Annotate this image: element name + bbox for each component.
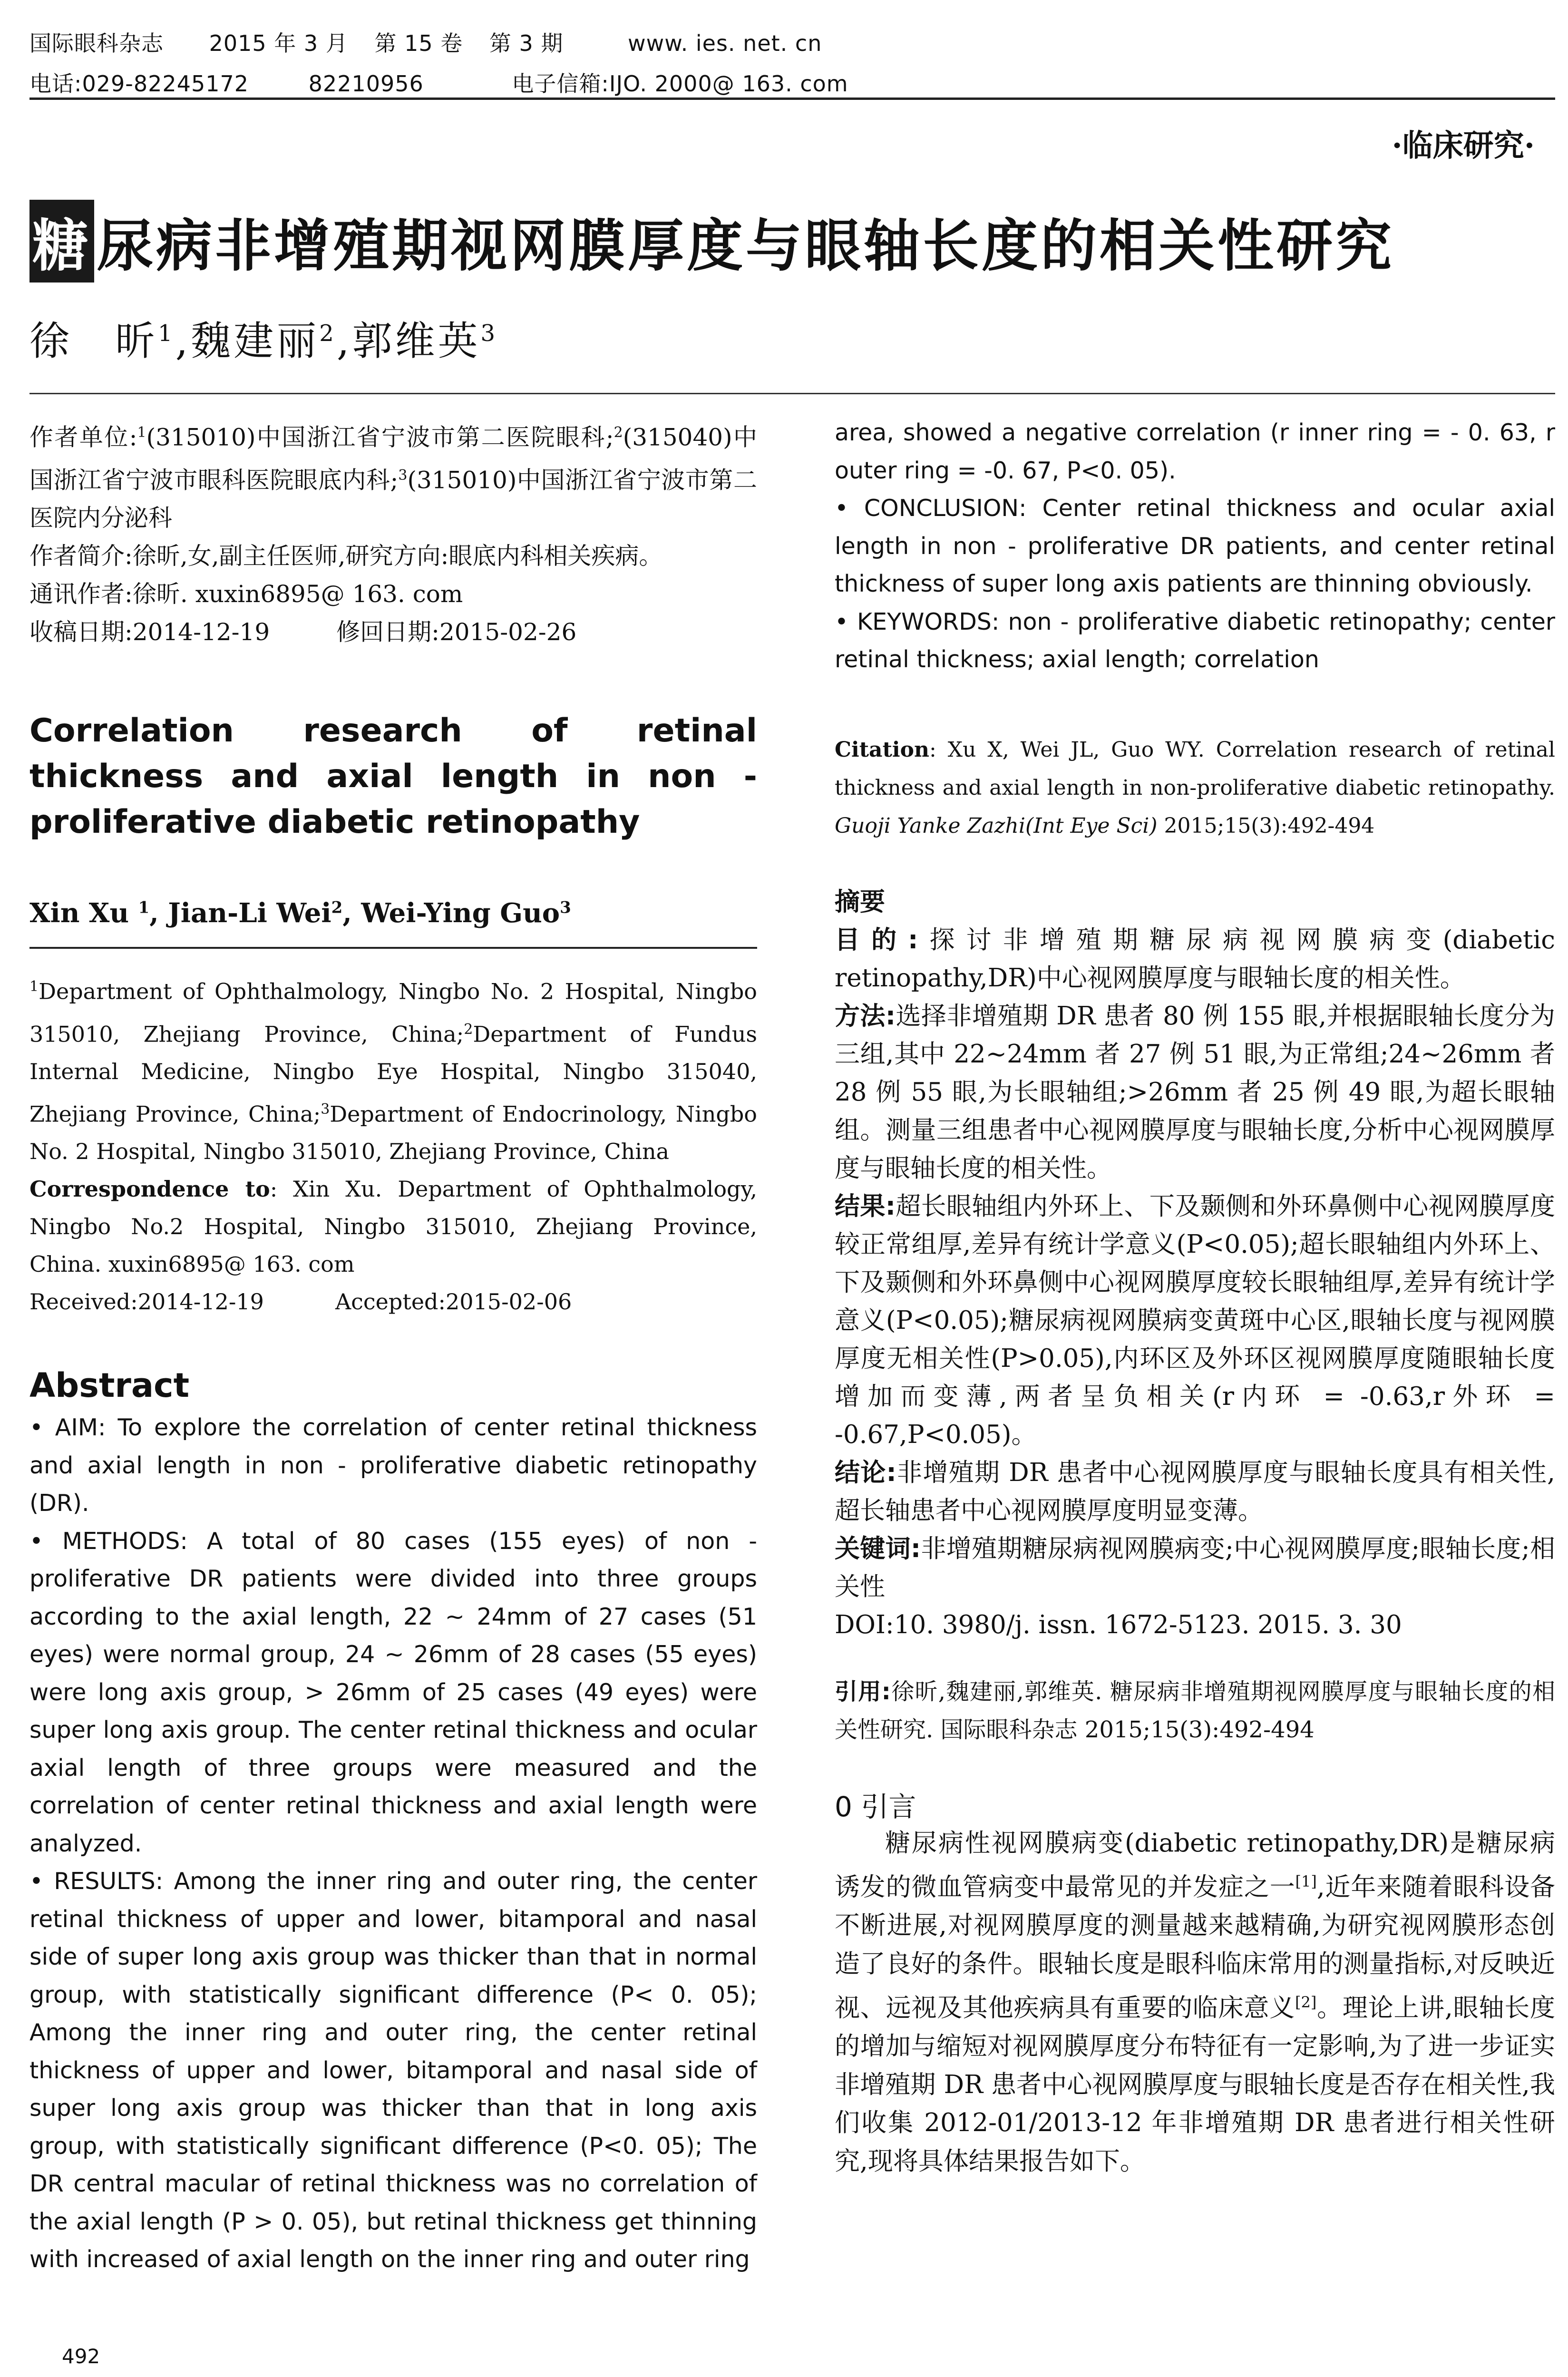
journal-website[interactable]: www. ies. net. cn: [628, 30, 822, 56]
citation-cn-text: 徐昕,魏建丽,郭维英. 糖尿病非增殖期视网膜厚度与眼轴长度的相关性研究. 国际眼科杂志 2015;15(3):492-494: [835, 1678, 1555, 1743]
intro-heading: 0 引言: [835, 1790, 916, 1823]
author-sup: 1: [138, 898, 150, 917]
abstract-body: [29, 1409, 757, 2279]
reference-2[interactable]: [2]: [1295, 1993, 1317, 2012]
corresponding-author: 通讯作者:徐昕. xuxin6895@ 163. com: [29, 580, 463, 608]
cn-conclusion: 非增殖期 DR 患者中心视网膜厚度与眼轴长度具有相关性,超长轴患者中心视网膜厚度明显变薄。: [835, 1458, 1555, 1525]
abstract-heading: Abstract: [29, 1366, 190, 1405]
citation-journal: Guoji Yanke Zazhi(Int Eye Sci): [835, 813, 1158, 838]
title-first-char: 糖: [29, 200, 94, 283]
abstract-methods: • METHODS: A total of 80 cases (155 eyes) of non - proliferative DR patients were divided into three groups according to the axial length, 22 ~ 24mm of 27 cases (51 eyes) were normal group, 24 ~ 26mm of 28 cases (55 eyes) were long axis group, > 26mm of 25 cases (49 eyes) were super long axis group. The center retinal thickness and ocular axial length of three groups were measured and the correlation of center retinal thickness and axial length were analyzed.: [29, 1527, 757, 1857]
doi[interactable]: DOI:10. 3980/j. issn. 1672-5123. 2015. 3. 30: [835, 1610, 1402, 1639]
citation-cn-label: 引用:: [835, 1678, 891, 1705]
author-cn: 郭维英: [352, 318, 481, 364]
cn-aim: 探讨非增殖期糖尿病视网膜病变(diabetic retinopathy,DR)中心视网膜厚度与眼轴长度的相关性。: [835, 925, 1555, 993]
article-title: [29, 200, 1394, 283]
received-en: Received:2014-12-19: [29, 1289, 264, 1315]
issue-number: 第 3 期: [489, 30, 564, 56]
correspondence-label: Correspondence to: [29, 1176, 270, 1202]
author-cn: 徐 昕: [29, 318, 158, 364]
abstract-keywords: • KEYWORDS: non - proliferative diabetic retinopathy; center retinal thickness; axial length; correlation: [835, 608, 1555, 673]
english-title: Correlation research of retinal thickness and axial length in non - proliferative diabetic retinopathy: [29, 712, 757, 841]
intro-text-a: 糖尿病性视网膜病变(diabetic retinopathy,DR)是糖尿病诱发的微血管病变中最常见的并发症之一: [835, 1828, 1555, 1902]
affiliation-2: Department of Fundus Internal Medicine, Ningbo Eye Hospital, Ningbo 315040, Zhejiang Province, China;: [29, 1021, 757, 1127]
correspondence-text: : Xin Xu. Department of Ophthalmology, Ningbo No.2 Hospital, Ningbo 315010, Zhejiang Province, China. xuxin6895@ 163. com: [29, 1176, 758, 1277]
citation-en: [835, 731, 1555, 845]
journal-email[interactable]: 电子信箱:IJO. 2000@ 163. com: [512, 71, 848, 97]
header-rule: [29, 97, 1555, 100]
unit-3: (315010)中国浙江省宁波市第二医院内分泌科: [29, 466, 757, 532]
affiliation-3: Department of Endocrinology, Ningbo No. 2 Hospital, Ningbo 315010, Zhejiang Province, China: [29, 1101, 757, 1165]
abstract-aim: • AIM: To explore the correlation of center retinal thickness and axial length in non - proliferative diabetic retinopathy (DR).: [29, 1414, 757, 1517]
author-sup: 3: [560, 898, 571, 917]
abstract-results: • RESULTS: Among the inner ring and outer ring, the center retinal thickness of upper and lower, bitamporal and nasal side of super long axis group was thicker than that in normal group, with statistically significant difference (P< 0. 05); Among the inner ring and outer ring, the center retinal thickness of upper and lower, bitamporal and nasal side of super long axis group was thicker than that in long axis group, with statistically significant difference (P<0. 05); The DR central macular of retinal thickness was no correlation of the axial length (P > 0. 05), but retinal thickness get thinning with increased of axial length on the inner ring and outer ring: [29, 1868, 757, 2273]
cn-results: 超长眼轴组内外环上、下及颞侧和外环鼻侧中心视网膜厚度较正常组厚,差异有统计学意义(P<0.05);超长眼轴组内外环上、下及颞侧和外环鼻侧中心视网膜厚度较长眼轴组厚,差异有统计学意义(P<0.05);糖尿病视网膜病变黄斑中心区,眼轴长度与视网膜厚度无相关性(P>0.05),内环区及外环区视网膜厚度随眼轴长度增加而变薄,两者呈负相关(r内环 = -0.63,r外环 = -0.67,P<0.05)。: [835, 1191, 1556, 1449]
author-en: Xin Xu: [29, 897, 138, 929]
unit-2: (315040)中国浙江省宁波市眼科医院眼底内科;: [29, 423, 757, 494]
authors-cn: 徐 昕$^1$,魏建丽$^2$,郭维英$^3$: [29, 318, 498, 364]
affiliations: $^1$Department of Ophthalmology, Ningbo No. 2 Hospital, Ningbo 315010, Zhejiang Province, China;$^2$Department of Fundus Internal Medicine, Ningbo Eye Hospital, Ningbo 315040, Zhejiang Province, China;$^3$Department of Endocrinology, Ningbo No. 2 Hospital, Ningbo 315010, Zhejiang Province, China Correspondence to: Xin Xu. Department of Ophthalmology, Ningbo No.2 Hospital, Ningbo 315010, Zhejiang Province, China. xuxin6895@ 163. com Received:2014-12-19 Accepted:2015-02-06: [29, 968, 757, 1321]
citation-cn: [835, 1673, 1555, 1749]
reference-1[interactable]: [1]: [1295, 1872, 1317, 1890]
left-column: [29, 414, 757, 2279]
phone2: 82210956: [308, 71, 424, 97]
abstract-continued: [835, 414, 1555, 679]
cn-results-label: 结果:: [835, 1191, 896, 1221]
abstract-results-cont: area, showed a negative correlation (r inner ring = - 0. 63, r outer ring = -0. 67, P<0. 05).: [835, 419, 1555, 484]
author-sup: 2: [331, 898, 343, 917]
author-cn: 魏建丽: [191, 318, 320, 364]
title-rest: 尿病非增殖期视网膜厚度与眼轴长度的相关性研究: [97, 213, 1395, 279]
page-number: 492: [62, 2345, 100, 2368]
author-bio: 作者简介:徐昕,女,副主任医师,研究方向:眼底内科相关疾病。: [29, 542, 663, 570]
intro-text-c: 。理论上讲,眼轴长度的增加与缩短对视网膜厚度分布特征有一定影响,为了进一步证实非增殖期 DR 患者中心视网膜厚度与眼轴长度是否存在相关性,我们收集 2012-01/2013-12 年非增殖期 DR 患者进行相关性研究,现将具体结果报告如下。: [835, 1993, 1555, 2176]
author-en: , Wei-Ying Guo: [342, 897, 560, 929]
citation-label: Citation: [835, 737, 929, 762]
cn-keywords: 非增殖期糖尿病视网膜病变;中心视网膜厚度;眼轴长度;相关性: [835, 1534, 1555, 1601]
author-en: , Jian-Li Wei: [149, 897, 331, 929]
author-sup: 1: [158, 320, 175, 347]
unit-label: 作者单位:: [29, 423, 137, 451]
cn-conclusion-label: 结论:: [835, 1458, 896, 1487]
cn-abstract-heading: 摘要: [835, 887, 885, 916]
affiliation-1: Department of Ophthalmology, Ningbo No. 2 Hospital, Ningbo 315010, Zhejiang Province, China;: [29, 978, 757, 1047]
section-tag: ·临床研究·: [1392, 128, 1535, 164]
journal-header-line2: [29, 67, 848, 98]
citation-ref: 2015;15(3):492-494: [1157, 813, 1375, 838]
journal-name: 国际眼科杂志: [29, 30, 164, 56]
abstract-conclusion: • CONCLUSION: Center retinal thickness and ocular axial length in non - proliferative DR patients, and center retinal thickness of super long axis patients are thinning obviously.: [835, 495, 1555, 597]
cn-methods-label: 方法:: [835, 1001, 896, 1031]
title-rule: [29, 393, 1555, 394]
author-info: 作者单位:$^1$(315010)中国浙江省宁波市第二医院眼科;$^2$(315040)中国浙江省宁波市眼科医院眼底内科;$^3$(315010)中国浙江省宁波市第二医院内分泌科 作者简介:徐昕,女,副主任医师,研究方向:眼底内科相关疾病。 通讯作者:徐昕. xuxin6895@ 163. com 收稿日期:2014-12-19 修回日期:2015-02-26: [29, 423, 757, 646]
unit-1: (315010)中国浙江省宁波市第二医院眼科;: [146, 423, 614, 451]
chinese-abstract: [835, 883, 1555, 1644]
issue-date: 2015 年 3 月: [209, 30, 348, 56]
cn-methods: 选择非增殖期 DR 患者 80 例 155 眼,并根据眼轴长度分为三组,其中 22~24mm 者 27 例 51 眼,为正常组;24~26mm 者 28 例 55 眼,为长眼轴组;>26mm 者 25 例 49 眼,为超长眼轴组。测量三组患者中心视网膜厚度与眼轴长度,分析中心视网膜厚度与眼轴长度的相关性。: [835, 1001, 1555, 1183]
citation-text: : Xu X, Wei JL, Guo WY. Correlation research of retinal thickness and axial length in non-proliferative diabetic retinopathy.: [835, 737, 1555, 800]
cn-aim-label: 目的:: [835, 925, 918, 955]
english-authors: [29, 897, 757, 929]
right-column: [835, 414, 1555, 2181]
phone: 电话:029-82245172: [29, 71, 249, 97]
received-date: 收稿日期:2014-12-19: [29, 618, 270, 646]
intro-text-b: ,近年来随着眼科设备不断进展,对视网膜厚度的测量越来越精确,为研究视网膜形态创造了良好的条件。眼轴长度是眼科临床常用的测量指标,对反映近视、远视及其他疾病具有重要的临床意义: [835, 1872, 1555, 2023]
author-sup: 3: [480, 320, 498, 347]
volume: 第 15 卷: [374, 30, 463, 56]
journal-header-line1: [29, 26, 822, 58]
accepted-en: Accepted:2015-02-06: [335, 1289, 572, 1315]
affiliation-rule: [29, 947, 757, 949]
cn-keywords-label: 关键词:: [835, 1534, 921, 1563]
intro-paragraph: [835, 1824, 1555, 2181]
revised-date: 修回日期:2015-02-26: [336, 618, 577, 646]
author-sup: 2: [319, 320, 337, 347]
